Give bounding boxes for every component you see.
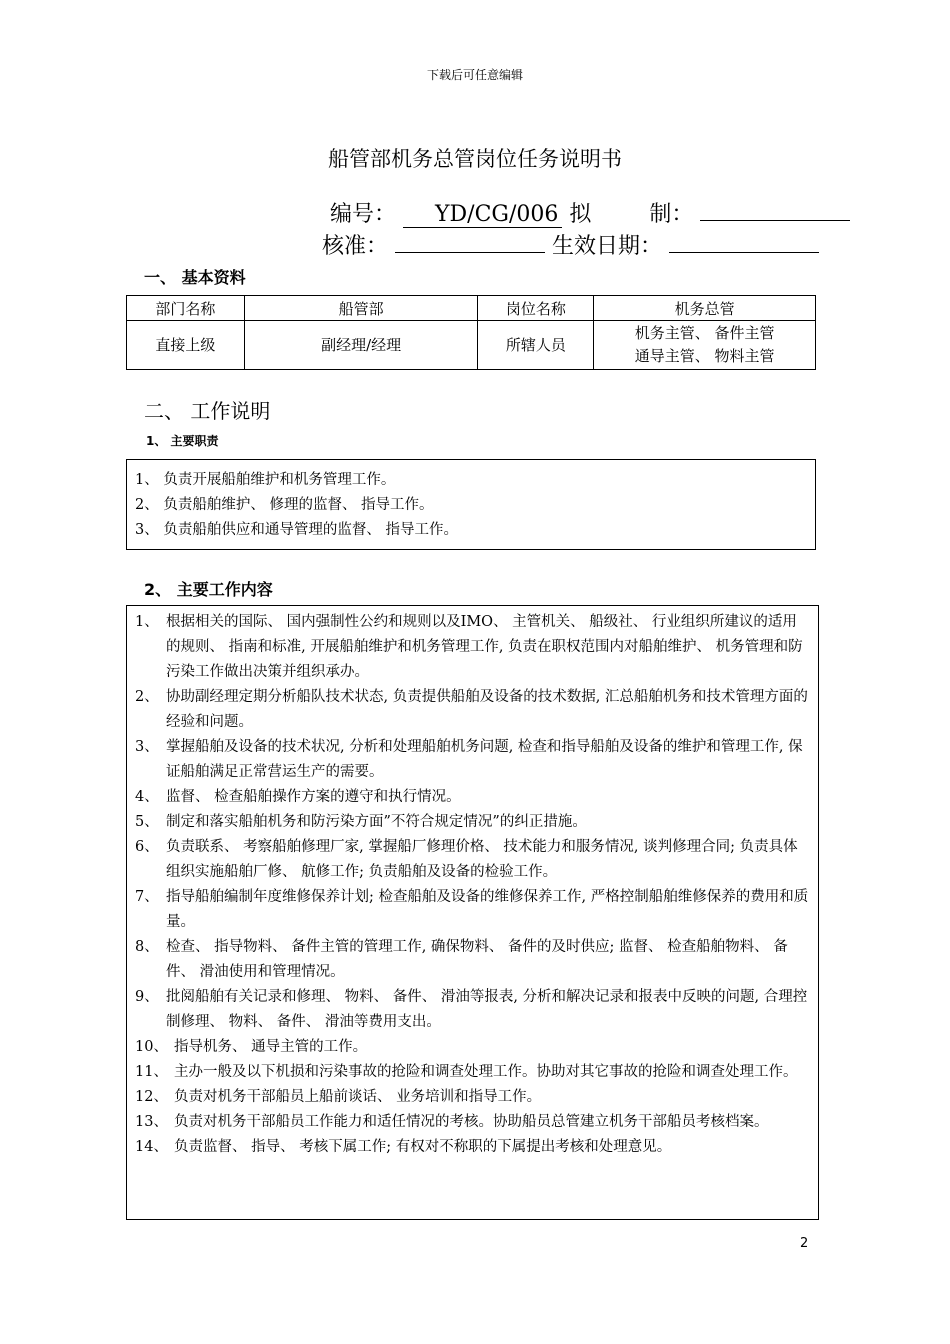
meta-line-approval: [322, 229, 819, 260]
made-label: 制：: [649, 202, 694, 227]
list-item: [135, 610, 810, 685]
list-item: [135, 935, 810, 985]
duties-heading: 1、 主要职责: [146, 434, 219, 448]
item-text: 负责监督、 指导、 考核下属工作; 有权对不称职的下属提出考核和处理意见。: [174, 1139, 672, 1155]
list-item: [135, 1035, 810, 1060]
table-cell: 部门名称: [127, 296, 245, 321]
code-label: 编号：: [330, 202, 397, 227]
section-work-description-heading: 二、 工作说明: [144, 399, 271, 423]
header-note: 下载后可任意编辑: [426, 68, 523, 82]
work-content-box: [126, 605, 819, 1220]
item-text: 掌握船舶及设备的技术状况, 分析和处理船舶机务问题, 检查和指导船舶及设备的维护和管理工作, 保证船舶满足正常营运生产的需要。: [166, 739, 803, 780]
list-item: [135, 810, 810, 835]
item-number: 12、: [135, 1089, 168, 1105]
work-content-heading: 2、 主要工作内容: [144, 580, 273, 599]
table-cell: 机务总管: [594, 296, 816, 321]
list-item: [135, 1110, 810, 1135]
item-text: 协助副经理定期分析船队技术状态, 负责提供船舶及设备的技术数据, 汇总船舶机务和技术管理方面的经验和问题。: [166, 689, 808, 730]
list-item: [135, 885, 810, 935]
item-text: 制定和落实船舶机务和防污染方面”不符合规定情况”的纠正措施。: [166, 814, 587, 830]
list-item: [135, 735, 810, 785]
subordinates-line: 通导主管、 物料主管: [634, 347, 775, 365]
item-number: 10、: [135, 1039, 168, 1055]
list-item: [135, 1085, 810, 1110]
item-text: 负责对机务干部船员工作能力和适任情况的考核。协助船员总管建立机务干部船员考核档案。: [174, 1114, 769, 1130]
duties-box: [126, 459, 816, 550]
item-number: 3、: [135, 739, 159, 755]
table-cell: 副经理/经理: [244, 321, 478, 370]
section-basic-info-heading: 一、 基本资料: [144, 268, 246, 287]
effective-blank: [669, 252, 819, 253]
item-number: 13、: [135, 1114, 168, 1130]
basic-info-table: [126, 295, 816, 370]
item-number: 1、: [135, 614, 159, 630]
page-title: 船管部机务总管岗位任务说明书: [328, 147, 622, 171]
item-number: 5、: [135, 814, 159, 830]
page-number: 2: [800, 1236, 809, 1251]
item-text: 监督、 检查船舶操作方案的遵守和执行情况。: [166, 789, 461, 805]
list-item: 1、 负责开展船舶维护和机务管理工作。: [135, 472, 396, 488]
list-item: [135, 835, 810, 885]
table-cell: 直接上级: [127, 321, 245, 370]
effective-label: 生效日期：: [552, 234, 663, 259]
list-item: [135, 685, 810, 735]
item-number: 14、: [135, 1139, 168, 1155]
table-cell: 所辖人员: [478, 321, 594, 370]
list-item: 3、 负责船舶供应和通导管理的监督、 指导工作。: [135, 522, 458, 538]
list-item: [135, 1060, 810, 1085]
list-item: [135, 1135, 810, 1160]
item-number: 9、: [135, 989, 159, 1005]
item-number: 11、: [135, 1064, 168, 1080]
item-text: 负责联系、 考察船舶修理厂家, 掌握船厂修理价格、 技术能力和服务情况, 谈判修理合同; 负责具体组织实施船舶厂修、 航修工作; 负责船舶及设备的检验工作。: [166, 839, 798, 880]
list-item: [135, 785, 810, 810]
item-text: 主办一般及以下机损和污染事故的抢险和调查处理工作。协助对其它事故的抢险和调查处理工作。: [174, 1064, 798, 1080]
item-text: 根据相关的国际、 国内强制性公约和规则以及IMO、 主管机关、 船级社、 行业组织所建议的适用的规则、 指南和标准, 开展船舶维护和机务管理工作, 负责在职权范围内对船舶维护、 机务管理和防污染工作做出决策并组织承办。: [166, 614, 803, 680]
item-text: 指导机务、 通导主管的工作。: [174, 1039, 368, 1055]
drafted-label: 拟: [569, 202, 592, 227]
item-number: 8、: [135, 939, 159, 955]
made-blank: [700, 220, 850, 221]
item-number: 7、: [135, 889, 159, 905]
meta-line-code: [330, 197, 850, 228]
table-cell: 船管部: [244, 296, 478, 321]
subordinates-cell: [594, 321, 816, 370]
table-cell: 岗位名称: [478, 296, 594, 321]
list-item: 2、 负责船舶维护、 修理的监督、 指导工作。: [135, 497, 434, 513]
approved-blank: [395, 252, 545, 253]
subordinates-line: 机务主管、 备件主管: [634, 324, 775, 342]
item-text: 指导船舶编制年度维修保养计划; 检查船舶及设备的维修保养工作, 严格控制船舶维修保养的费用和质量。: [166, 889, 809, 930]
item-text: 检查、 指导物料、 备件主管的管理工作, 确保物料、 备件的及时供应; 监督、 检查船舶物料、 备件、 滑油使用和管理情况。: [166, 939, 788, 980]
list-item: [135, 985, 810, 1035]
table-row: [127, 321, 816, 370]
code-value: YD/CG/006: [403, 202, 562, 228]
item-number: 4、: [135, 789, 159, 805]
item-number: 2、: [135, 689, 159, 705]
approved-label: 核准：: [322, 234, 389, 259]
table-row: [127, 296, 816, 321]
item-text: 负责对机务干部船员上船前谈话、 业务培训和指导工作。: [174, 1089, 542, 1105]
item-number: 6、: [135, 839, 159, 855]
item-text: 批阅船舶有关记录和修理、 物料、 备件、 滑油等报表, 分析和解决记录和报表中反映的问题, 合理控制修理、 物料、 备件、 滑油等费用支出。: [166, 989, 808, 1030]
